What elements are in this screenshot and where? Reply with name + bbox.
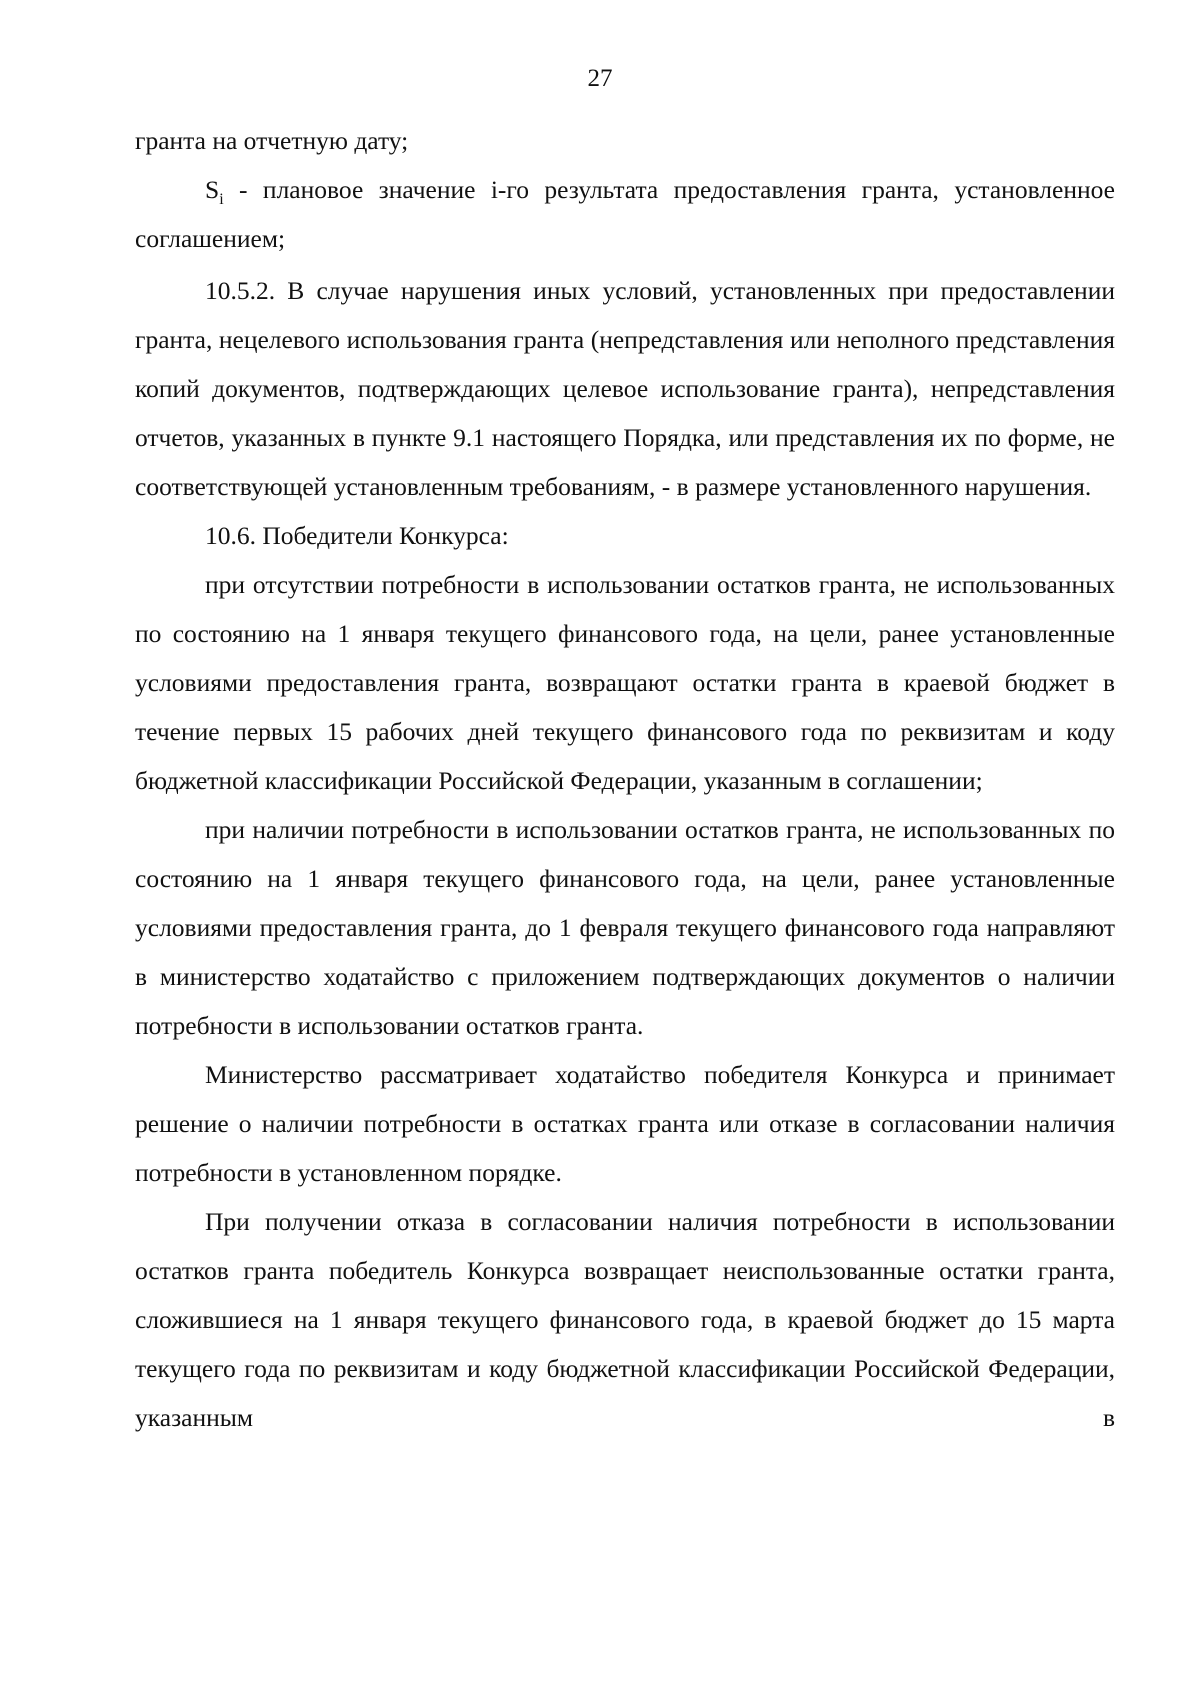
- paragraph-ministry-review: Министерство рассматривает ходатайство победителя Конкурса и принимает решение о наличии потребности в остатках гранта или отказе в согласовании наличия потребности в установленном порядке.: [135, 1060, 1115, 1187]
- paragraph-need-remainders: при наличии потребности в использовании остатков гранта, не использованных по состоянию на 1 января текущего финансового года, на цели, ранее установленные условиями предоставления гранта, до 1 февраля текущего финансового года направляют в министерство ходатайство с приложением подтверждающих документов о наличии потребности в использовании остатков гранта.: [135, 815, 1115, 1040]
- paragraph-formula-definition: [135, 165, 1115, 263]
- paragraph-no-need-remainders: при отсутствии потребности в использовании остатков гранта, не использованных по состоянию на 1 января текущего финансового года, на цели, ранее установленные условиями предоставления гранта, возвращают остатки гранта в краевой бюджет в течение первых 15 рабочих дней текущего финансового года по реквизитам и коду бюджетной классификации Российской Федерации, указанным в соглашении;: [135, 570, 1115, 795]
- formula-subscript: i: [219, 191, 224, 209]
- paragraph-10-5-2: 10.5.2. В случае нарушения иных условий, установленных при предоставлении гранта, нецелевого использования гранта (непредставления или неполного представления копий документов, подтверждающих целевое использование гранта), непредставления отчетов, указанных в пункте 9.1 настоящего Порядка, или представления их по форме, не соответствующей установленным требованиям, - в размере установленного нарушения.: [135, 276, 1115, 501]
- document-body: [135, 116, 1115, 1442]
- paragraph-refusal-return: При получении отказа в согласовании наличия потребности в использовании остатков гранта победитель Конкурса возвращает неиспользованные остатки гранта, сложившиеся на 1 января текущего финансового года, в краевой бюджет до 15 марта текущего года по реквизитам и коду бюджетной классификации Российской Федерации, указанным в: [135, 1207, 1115, 1432]
- paragraph-10-6-heading: 10.6. Победители Конкурса:: [205, 521, 509, 550]
- formula-symbol: S: [205, 175, 220, 204]
- formula-definition-text: - плановое значение i-го результата предоставления гранта, установленное соглашением;: [135, 175, 1115, 253]
- page-number: 27: [587, 65, 613, 92]
- paragraph-continuation: гранта на отчетную дату;: [135, 126, 409, 155]
